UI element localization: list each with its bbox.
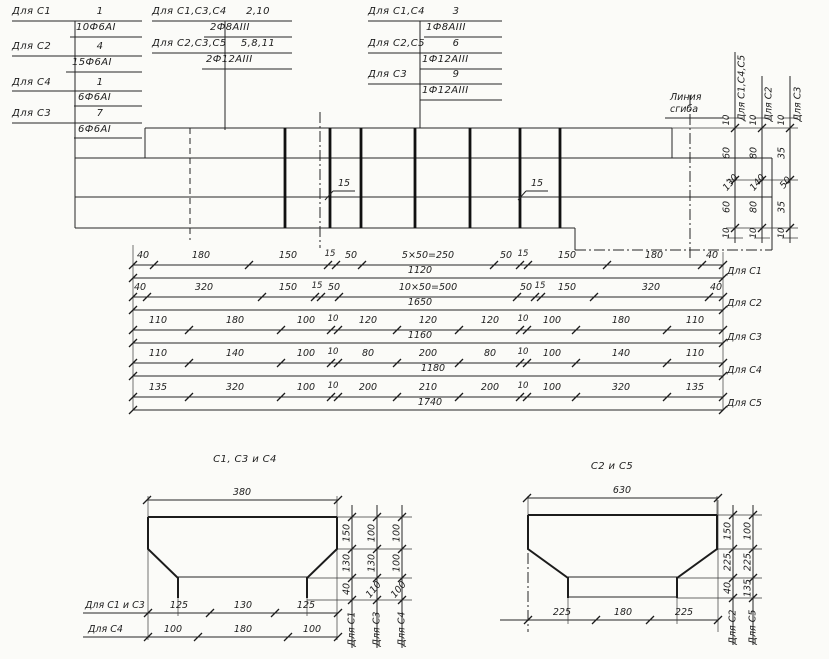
dim-total: 1650 <box>407 297 433 308</box>
fold-line-label: сгиба <box>670 104 699 115</box>
dim-value: 15 <box>324 249 336 259</box>
spec-bars: 15Ф6АI <box>72 57 112 68</box>
spec-positions: 6 <box>452 38 460 49</box>
dim-value: 10 <box>327 314 339 324</box>
dim-value: 100 <box>296 315 316 326</box>
plan-horizontals <box>75 128 772 250</box>
section-side-label: Для С4 <box>396 611 408 647</box>
section-bottom-value: 180 <box>233 624 253 635</box>
spec-positions: 9 <box>452 69 460 80</box>
section-side-value: 110 <box>363 579 384 601</box>
dim-value: 320 <box>225 382 245 393</box>
dim-value: 120 <box>418 315 438 326</box>
spec-bars: 6Ф6АI <box>78 124 112 135</box>
spec-positions: 1 <box>96 6 104 17</box>
dim-total: 1120 <box>407 265 433 276</box>
v-chain-value: 10 <box>776 227 787 239</box>
spec-bars: 1Ф12АIII <box>422 54 469 65</box>
section-width: 380 <box>232 487 252 498</box>
dim-value: 10 <box>517 381 529 391</box>
secR-inner-lines <box>568 577 677 597</box>
section-bottom-value: 225 <box>552 607 572 618</box>
spec-positions: 4 <box>96 41 104 52</box>
spec-bars: 2Ф12АIII <box>206 54 253 65</box>
section-side-value: 40 <box>722 581 734 595</box>
section-title: С2 и С5 <box>590 461 634 472</box>
section-bottom-label: Для С4 <box>88 624 123 635</box>
v-chain-label: Для С3 <box>792 86 804 122</box>
section-width: 630 <box>612 485 632 496</box>
dim-value: 100 <box>542 382 562 393</box>
dim-value: 15 <box>517 249 529 259</box>
fold-line-label: Линия <box>670 92 702 103</box>
v-chain-value: 10 <box>748 114 759 126</box>
section-bottom-value: 100 <box>163 624 183 635</box>
dim-value: 100 <box>542 315 562 326</box>
spec-label: Для С1,С3,С4 <box>152 6 227 17</box>
dim-value: 80 <box>361 348 375 359</box>
v-chain-value: 10 <box>721 227 732 239</box>
v-chain-value: 35 <box>776 200 788 214</box>
spec-bars: 1Ф12АIII <box>422 85 469 96</box>
dim-value: 135 <box>148 382 168 393</box>
dim-value: 50 <box>327 282 341 293</box>
section-side-value: 100 <box>742 521 754 541</box>
dim-value: 10 <box>327 381 339 391</box>
section-side-value: 100 <box>388 579 409 601</box>
spec-label: Для С3 <box>368 69 408 80</box>
spec-label: Для С1 <box>12 6 52 17</box>
section-bottom-value: 100 <box>302 624 322 635</box>
v-chain-value: 80 <box>748 146 760 160</box>
section-side-label: Для С2 <box>727 609 739 645</box>
v-chain-value: 10 <box>748 227 759 239</box>
v-chain-label: Для С2 <box>763 86 775 122</box>
offset-15-label: 15 <box>337 178 351 189</box>
secR-outline <box>528 515 717 598</box>
section-side-value: 150 <box>722 521 734 541</box>
dim-value: 50 <box>519 282 533 293</box>
spec-positions: 5,8,11 <box>240 38 276 49</box>
dim-total: 1180 <box>420 363 446 374</box>
dim-value: 100 <box>542 348 562 359</box>
dim-value: 110 <box>148 348 168 359</box>
dim-value: 110 <box>148 315 168 326</box>
spec-bars: 10Ф6АI <box>76 22 116 33</box>
dim-value: 50 <box>499 250 513 261</box>
dim-value: 320 <box>194 282 214 293</box>
dim-value: 40 <box>133 282 147 293</box>
dim-value: 40 <box>705 250 719 261</box>
dim-value: 200 <box>358 382 378 393</box>
section-bottom-value: 125 <box>169 600 189 611</box>
dim-value: 320 <box>611 382 631 393</box>
section-side-value: 225 <box>722 552 734 572</box>
dim-value: 100 <box>296 348 316 359</box>
v-chain-value: 10 <box>721 114 732 126</box>
dim-value: 135 <box>685 382 705 393</box>
offset-15-label: 15 <box>530 178 544 189</box>
spec-label: Для С3 <box>12 108 52 119</box>
dim-value: 150 <box>278 250 298 261</box>
section-side-value: 100 <box>391 553 403 573</box>
dim-total: 1740 <box>417 397 443 408</box>
dim-value: 150 <box>557 282 577 293</box>
v-chain-value: 60 <box>721 146 733 160</box>
dim-value: 140 <box>611 348 631 359</box>
plan-bars <box>285 128 560 228</box>
v-chain-label: Для С1,С4,С5 <box>736 54 748 122</box>
v-chain-value: 80 <box>748 200 760 214</box>
dim-value: 210 <box>418 382 438 393</box>
dim-value: 150 <box>278 282 298 293</box>
section-bottom-value: 130 <box>233 600 253 611</box>
dim-value: 180 <box>225 315 245 326</box>
dim-value: 10 <box>517 347 529 357</box>
dim-value: 15 <box>311 281 323 291</box>
spec-label: Для С2,С5 <box>368 38 425 49</box>
section-side-value: 100 <box>391 523 403 543</box>
dim-row-label: Для С5 <box>727 398 762 409</box>
dim-total: 1160 <box>407 330 433 341</box>
section-side-label: Для С1 <box>346 611 358 647</box>
dim-value: 10 <box>517 314 529 324</box>
dim-value: 10 <box>327 347 339 357</box>
dim-value: 15 <box>534 281 546 291</box>
section-bottom-value: 180 <box>613 607 633 618</box>
spec-positions: 7 <box>96 108 104 119</box>
section-side-value: 130 <box>341 553 353 573</box>
section-side-value: 150 <box>341 523 353 543</box>
secL-outline <box>148 517 337 598</box>
v-chain-value: 50 <box>777 174 794 192</box>
spec-bars: 2Ф8АIII <box>210 22 250 33</box>
dim-value: 50 <box>344 250 358 261</box>
dim-value: 180 <box>611 315 631 326</box>
section-bottom-label: Для С1 и С3 <box>85 600 145 611</box>
v-chain-value: 60 <box>721 200 733 214</box>
dim-value: 140 <box>225 348 245 359</box>
section-side-value: 100 <box>366 523 378 543</box>
spec-bars: 1Ф8АIII <box>426 22 466 33</box>
dim-value: 110 <box>685 348 705 359</box>
v-chain-value: 35 <box>776 146 788 160</box>
dim-value: 40 <box>709 282 723 293</box>
dim-value: 80 <box>483 348 497 359</box>
spec-label: Для С4 <box>12 77 52 88</box>
dim-value: 200 <box>418 348 438 359</box>
dim-row-label: Для С4 <box>727 365 762 376</box>
dim-value: 200 <box>480 382 500 393</box>
spec-positions: 2,10 <box>246 6 270 17</box>
plan-axis-lines <box>320 92 772 258</box>
dim-value: 120 <box>480 315 500 326</box>
offset15-leaders <box>325 191 548 200</box>
dim-value: 180 <box>644 250 664 261</box>
dim-value: 180 <box>191 250 211 261</box>
spec-positions: 1 <box>96 77 104 88</box>
v-chain-value: 140 <box>747 172 768 194</box>
dim-value: 320 <box>641 282 661 293</box>
section-side-value: 135 <box>742 578 754 598</box>
dim-value: 40 <box>136 250 150 261</box>
section-title: С1, С3 и С4 <box>213 454 277 465</box>
dim-value: 100 <box>296 382 316 393</box>
total-line-ticks <box>129 274 727 414</box>
secL-dim-lines <box>83 500 338 637</box>
v-chain-value: 130 <box>720 172 741 194</box>
section-side-value: 40 <box>341 582 353 596</box>
section-side-label: Для С3 <box>371 611 383 647</box>
section-side-value: 130 <box>366 553 378 573</box>
dim-value: 120 <box>358 315 378 326</box>
spec-positions: 3 <box>452 6 460 17</box>
dim-value: 110 <box>685 315 705 326</box>
section-bottom-value: 225 <box>674 607 694 618</box>
v-chain-value: 10 <box>776 114 787 126</box>
section-bottom-value: 125 <box>296 600 316 611</box>
section-side-label: Для С5 <box>747 609 759 645</box>
dim-row-label: Для С3 <box>727 332 762 343</box>
spec-label: Для С1,С4 <box>368 6 425 17</box>
secR-dim-lines <box>500 498 718 620</box>
section-side-value: 225 <box>742 552 754 572</box>
dim-value: 10×50=500 <box>398 282 458 293</box>
spec-label: Для С2,С3,С5 <box>152 38 227 49</box>
plan-extensions <box>133 118 798 410</box>
spec-label: Для С2 <box>12 41 52 52</box>
dim-value: 150 <box>557 250 577 261</box>
dim-row-label: Для С1 <box>727 266 762 277</box>
dim-value: 5×50=250 <box>401 250 455 261</box>
dim-row-label: Для С2 <box>727 298 762 309</box>
spec-bars: 6Ф6АI <box>78 92 112 103</box>
